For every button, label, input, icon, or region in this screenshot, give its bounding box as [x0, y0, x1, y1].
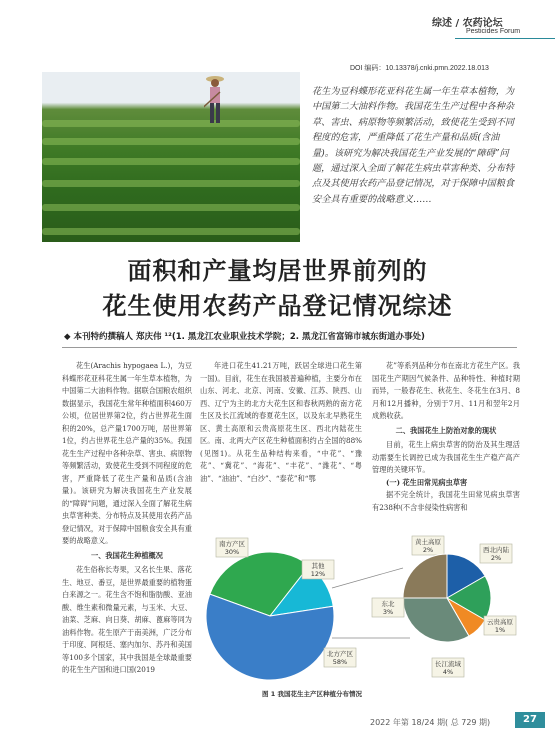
detail-pie-slice-4 — [403, 554, 447, 598]
body-column-2 — [200, 360, 362, 485]
svg-text:30%: 30% — [224, 548, 240, 556]
paragraph: 花生(Arachis hypogaea L.)，为豆科蝶形花亚科花生属一年生草本植物，为中国第二大油料作物。据联合国粮农组织数据显示，我国花生常年种植面积460万公顷，位居世界第2位，约占世界花生面积的20%，总产量1700万吨，居世界第1位，约占世界花生总产量的35%。我国花生生产过程中各种杂草、害虫、病原物等频繁活动，致使花生受到不同程度的危害，严重降低了花生产量和品质(含油量)。该研究为解决我国花生产业发展的“障碍”问题，通过深入全面了解花生病虫草害种类、分布特点及其使用农药产品登记情况，对于保障中国粮食安全具有重要的战略意义。 — [62, 361, 192, 545]
detail-pie-label-1 — [480, 544, 512, 563]
paragraph: 花生俗称长寿果，又名长生果、落花生、地豆、番豆，是世界最重要的植物蛋白来源之一。花生含不饱和脂肪酸、亚油酸、维生素和微量元素，与玉米、大豆、油菜、芝麻、向日葵、胡麻、蓖麻等同为油料作物。花生原产于南美洲，广泛分布于印度、阿根廷、塞内加尔、苏丹和美国等100多个国家，其中我国是全球最重要的花生生产国和进口国(2019 — [62, 565, 192, 674]
page-number: 27 — [515, 712, 545, 728]
svg-text:3%: 3% — [382, 608, 394, 616]
detail-pie-label-4 — [372, 598, 404, 617]
main-pie-label-2 — [324, 648, 356, 667]
svg-text:东北: 东北 — [381, 600, 395, 608]
main-pie-label-1 — [302, 560, 334, 579]
svg-text:2%: 2% — [422, 546, 434, 554]
figure-caption: 图 1 我国花生主产区种植分布情况 — [262, 690, 363, 698]
svg-text:2%: 2% — [490, 554, 502, 562]
detail-pie-label-2 — [484, 616, 516, 635]
svg-text:1%: 1% — [494, 626, 506, 634]
svg-text:4%: 4% — [442, 668, 454, 676]
header-divider — [455, 38, 555, 39]
author-byline: ◆ 本刊特约撰稿人 郑庆伟 ¹²(1. 黑龙江农业职业技术学院；2. 黑龙江省富锦市城东街道办事处) — [64, 332, 425, 342]
issue-info: 2022 年第 18/24 期( 总 729 期) — [370, 718, 491, 727]
svg-text:12%: 12% — [310, 570, 326, 578]
main-pie-label-0 — [216, 538, 248, 557]
article-abstract: 花生为豆科蝶形花亚科花生属一年生草本植物，为中国第二大油料作物。我国花生生产过程中各种杂草、害虫、病原物等频繁活动，致使花生受到不同程度的危害，严重降低了花生产量和品质(含油量)。该研究为解决我国花生产业发展的“障碍”问题，通过深入全面了解花生病虫草害种类、分布特点及其使用农药产品登记情况，对于保障中国粮食安全具有重要的战略意义…… — [312, 86, 515, 205]
svg-text:云贵高原: 云贵高原 — [487, 618, 513, 626]
svg-text:西北内陆: 西北内陆 — [483, 546, 509, 554]
connector-line-0 — [332, 568, 403, 588]
svg-text:北方产区: 北方产区 — [327, 650, 353, 658]
peanut-field-photo — [42, 72, 300, 242]
body-column-3 — [372, 360, 520, 514]
section-title: 综述 / 农药论坛 — [432, 18, 503, 29]
distribution-pie-chart — [200, 528, 522, 690]
paragraph: 花”等系列品种分布在南北方花生产区。我国花生产期因气候条件、品种特性、种植时期而异，一般春花生、秋花生、冬花生在3月、8月和12月播种，分别于7月、11月和翌年2月成熟收获。 — [372, 361, 520, 420]
doi-code: DOI 编码：10.13378/j.cnki.pmn.2022.18.013 — [350, 65, 489, 72]
section-subtitle: Pesticides Forum — [466, 28, 521, 35]
paragraph: 据不完全统计，我国花生田常见病虫草害有238种(不含非侵染性病害和 — [372, 490, 520, 512]
subsection-heading: (一) 花生田常见病虫草害 — [386, 477, 468, 487]
svg-text:黄土高原: 黄土高原 — [415, 538, 441, 546]
svg-text:长江流域: 长江流域 — [435, 660, 461, 668]
detail-pie-label-0 — [412, 536, 444, 555]
svg-text:其他: 其他 — [311, 562, 325, 570]
farmer-figure — [204, 74, 226, 130]
svg-text:南方产区: 南方产区 — [219, 540, 245, 548]
article-title-line-1: 面积和产量均居世界前列的 — [127, 256, 428, 285]
svg-text:58%: 58% — [332, 658, 348, 666]
paragraph: 年进口花生41.21万吨，跃居全球进口花生第一国)。目前，花生在我国被普遍种植，主要分布在山东、河北、北京、河南、安徽、江苏、陕西、山西、辽宁为主的北方大花生区和春秋两熟的南方花生区及长江流域的春夏花生区，以及东北早熟花生区、黄土高原和云贵高原花生区、西北内陆花生区。南、北两大产区花生种植面积约占全国的88%(见图1)。从花生品种结构来看，“中花”、“豫花”、“冀花”、“海花”、“丰花”、“潍花”、“粤油”、“油油”、“白沙”、“泰花”和“鄂 — [200, 361, 362, 483]
section-heading: 一、我国花生种植概况 — [91, 550, 163, 560]
article-title-line-2: 花生使用农药产品登记情况综述 — [102, 291, 453, 320]
pie-chart-svg — [200, 528, 522, 690]
body-column-1 — [62, 360, 192, 677]
detail-pie-label-3 — [432, 658, 464, 677]
section-heading: 二、我国花生上防治对象的现状 — [395, 425, 497, 435]
title-divider — [62, 347, 517, 348]
paragraph: 目前，花生上病虫草害的防治及其生理活动需要生长调控已成为我国花生生产稳产高产管理的关键环节。 — [372, 440, 520, 474]
